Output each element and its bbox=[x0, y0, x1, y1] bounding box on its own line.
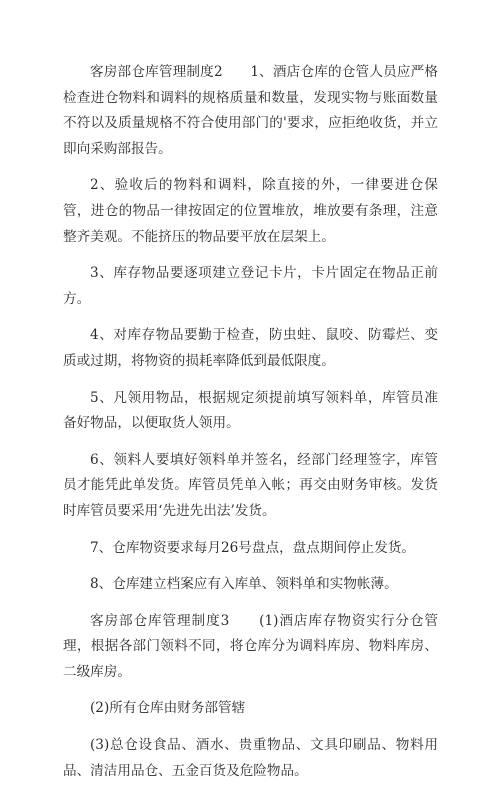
paragraph: (2)所有仓库由财务部管辖 bbox=[90, 700, 246, 717]
paragraph: 4、对库存物品要勤于检查，防虫蛀、鼠咬、防霉烂、变质或过期，将物资的损耗率降低到最低限度。 bbox=[63, 327, 438, 369]
paragraph: 6、领料人要填好领料单并签名，经部门经理签字，库管员才能凭此单发货。库管员凭单入帐；再交由财务审核。发货时库管员要采用‘先进先出法’发货。 bbox=[63, 451, 438, 519]
paragraph: 客房部仓库管理制度2 1、酒店仓库的仓管人员应严格检查进仓物料和调料的规格质量和数量，发现实物与账面数量不符以及质量规格不符合使用部门的'要求，应拒绝收货，并立即向采购部报告。 bbox=[63, 64, 438, 157]
paragraph: 3、库存物品要逐项建立登记卡片，卡片固定在物品正前方。 bbox=[63, 265, 438, 307]
paragraph: 7、仓库物资要求每月26号盘点，盘点期间停止发货。 bbox=[90, 539, 416, 556]
paragraph: (3)总仓设食品、酒水、贵重物品、文具印刷品、物料用品、清洁用品仓、五金百货及危险物品。 bbox=[63, 737, 438, 779]
paragraph: 2、验收后的物料和调料，除直接的外，一律要进仓保管，进仓的物品一律按固定的位置堆放，堆放要有条理，注意整齐美观。不能挤压的物品要平放在层架上。 bbox=[63, 177, 438, 245]
paragraph: 客房部仓库管理制度3 (1)酒店库存物资实行分仓管理，根据各部门领料不同，将仓库分为调料库房、物料库房、二级库房。 bbox=[63, 612, 438, 680]
paragraph: 8、仓库建立档案应有入库单、领料单和实物帐薄。 bbox=[90, 576, 398, 593]
document-body bbox=[63, 60, 438, 795]
paragraph: 5、凡领用物品，根据规定须提前填写领料单，库管员准备好物品，以便取货人领用。 bbox=[63, 389, 438, 432]
